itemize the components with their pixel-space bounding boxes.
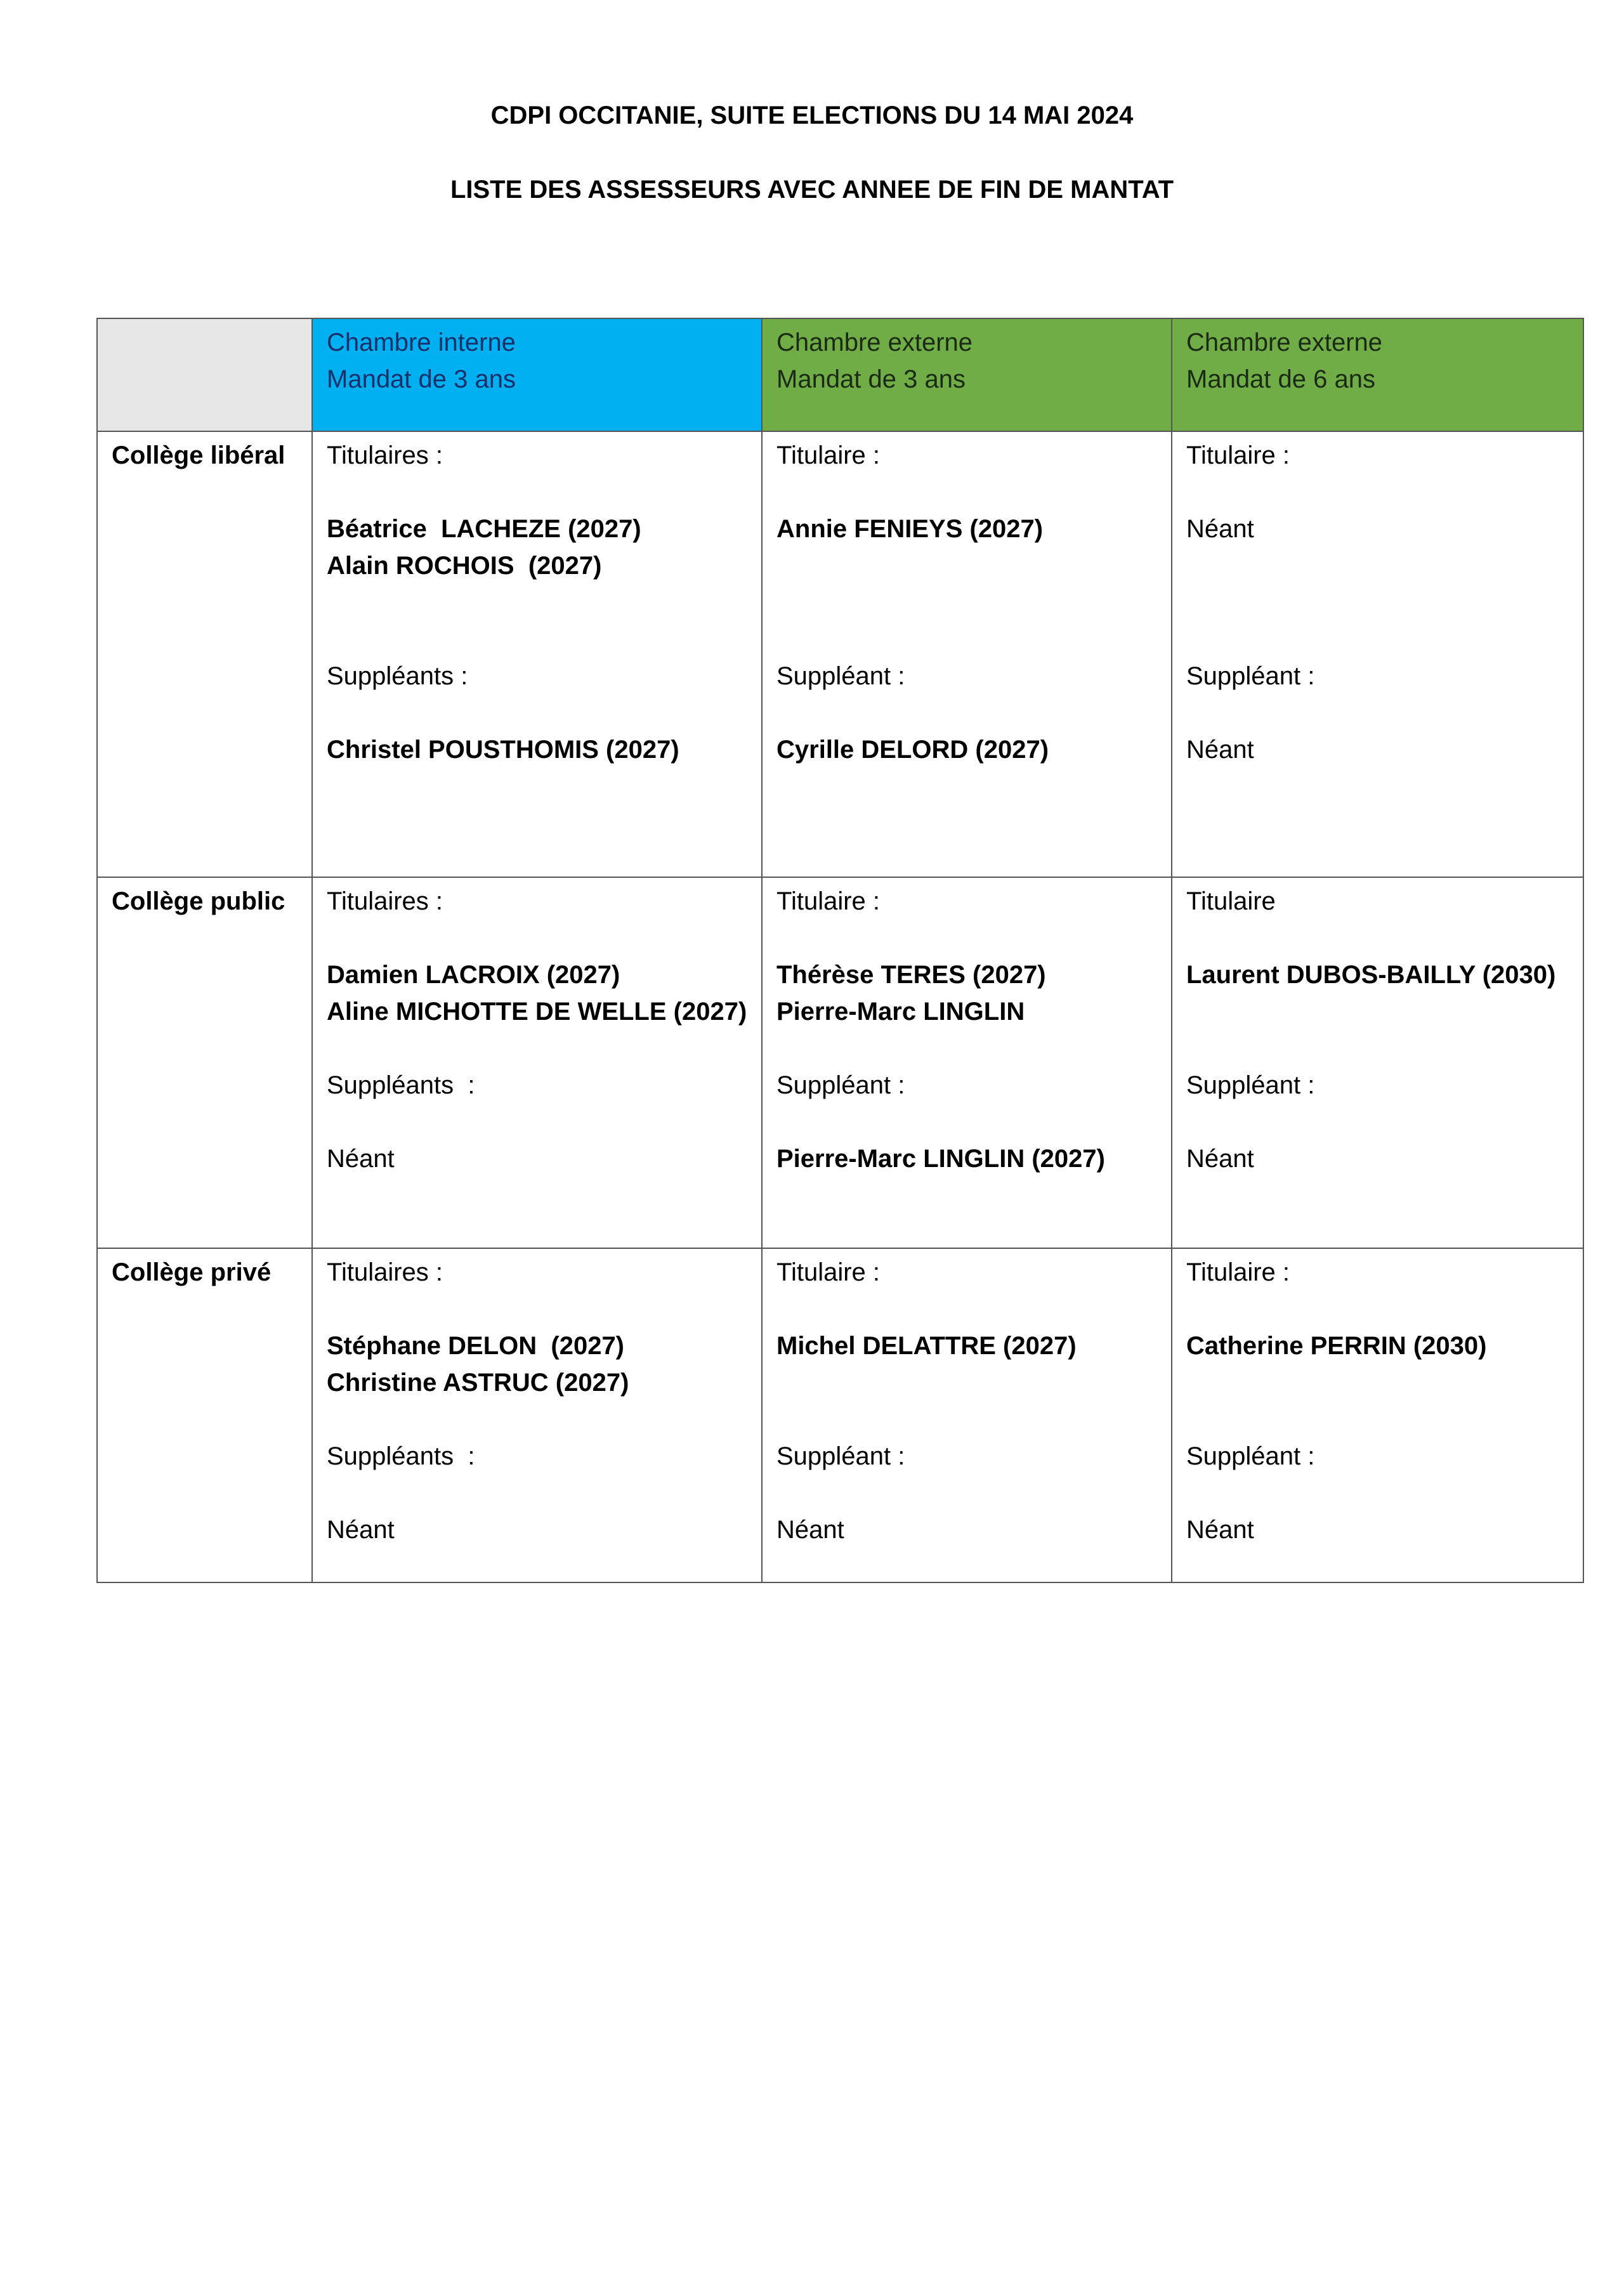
suppleants-label: Suppléants : [327, 1071, 475, 1099]
cell-public-interne [312, 877, 762, 1248]
college-label-cell [97, 1248, 312, 1582]
suppleant-name: Néant [327, 1516, 395, 1544]
header-chambre-label: Chambre interne [327, 329, 516, 356]
suppleants-label: Suppléants : [327, 662, 468, 690]
header-mandat-label: Mandat de 3 ans [776, 365, 966, 393]
suppleants-label: Suppléant : [1186, 662, 1315, 690]
titulaire-name: Béatrice LACHEZE (2027) [327, 515, 641, 543]
suppleants-label: Suppléant : [776, 1442, 905, 1470]
cell-liberal-interne [312, 431, 762, 877]
titulaires-label: Titulaire : [776, 441, 881, 469]
suppleants-label: Suppléant : [1186, 1071, 1315, 1099]
row-college-public [97, 877, 1583, 1248]
titulaire-name: Thérèse TERES (2027) [776, 961, 1046, 989]
titulaires-label: Titulaires : [327, 1258, 443, 1286]
suppleant-name: Pierre-Marc LINGLIN (2027) [776, 1145, 1105, 1173]
suppleant-name: Néant [776, 1516, 844, 1544]
row-college-liberal [97, 431, 1583, 877]
header-chambre-externe-3ans [762, 318, 1172, 431]
header-chambre-label: Chambre externe [1186, 329, 1383, 356]
cell-prive-externe-3ans [762, 1248, 1172, 1582]
titulaire-name: Laurent DUBOS-BAILLY (2030) [1186, 961, 1556, 989]
college-label: Collège public [112, 887, 285, 915]
cell-prive-externe-6ans [1172, 1248, 1583, 1582]
college-label-cell [97, 431, 312, 877]
assessors-table [96, 318, 1584, 1583]
suppleants-label: Suppléant : [776, 662, 905, 690]
suppleants-label: Suppléant : [776, 1071, 905, 1099]
page-subtitle: LISTE DES ASSESSEURS AVEC ANNEE DE FIN DE MANTAT [450, 176, 1174, 204]
cell-public-externe-3ans [762, 877, 1172, 1248]
college-label: Collège privé [112, 1258, 272, 1286]
cell-liberal-externe-3ans [762, 431, 1172, 877]
table-header-row [97, 318, 1583, 431]
suppleant-name: Néant [1186, 736, 1254, 764]
titulaire-name: Christine ASTRUC (2027) [327, 1369, 629, 1397]
titulaires-label: Titulaires : [327, 887, 443, 915]
header-chambre-interne-3ans [312, 318, 762, 431]
suppleants-label: Suppléants : [327, 1442, 475, 1470]
suppleant-name: Néant [327, 1145, 395, 1173]
header-mandat-label: Mandat de 3 ans [327, 365, 516, 393]
suppleants-label: Suppléant : [1186, 1442, 1315, 1470]
suppleant-name: Cyrille DELORD (2027) [776, 736, 1049, 764]
titulaire-name: Stéphane DELON (2027) [327, 1332, 625, 1360]
header-chambre-externe-6ans [1172, 318, 1583, 431]
row-college-prive [97, 1248, 1583, 1582]
college-label: Collège libéral [112, 441, 285, 469]
college-label-cell [97, 877, 312, 1248]
titulaires-label: Titulaire [1186, 887, 1276, 915]
suppleant-name: Christel POUSTHOMIS (2027) [327, 736, 679, 764]
titulaires-label: Titulaire : [776, 887, 881, 915]
titulaires-label: Titulaire : [776, 1258, 881, 1286]
titulaire-name: Pierre-Marc LINGLIN [776, 998, 1025, 1026]
titulaires-label: Titulaires : [327, 441, 443, 469]
header-mandat-label: Mandat de 6 ans [1186, 365, 1375, 393]
titulaire-name: Aline MICHOTTE DE WELLE (2027) [327, 998, 747, 1026]
cell-public-externe-6ans [1172, 877, 1583, 1248]
titulaire-name: Annie FENIEYS (2027) [776, 515, 1044, 543]
titulaire-name: Damien LACROIX (2027) [327, 961, 620, 989]
header-corner-cell [97, 318, 312, 431]
header-chambre-label: Chambre externe [776, 329, 973, 356]
cell-liberal-externe-6ans [1172, 431, 1583, 877]
titulaires-label: Titulaire : [1186, 1258, 1290, 1286]
titulaire-name: Michel DELATTRE (2027) [776, 1332, 1077, 1360]
cell-prive-interne [312, 1248, 762, 1582]
suppleant-name: Néant [1186, 1145, 1254, 1173]
titulaire-name: Alain ROCHOIS (2027) [327, 552, 602, 580]
titulaire-name: Catherine PERRIN (2030) [1186, 1332, 1487, 1360]
titulaires-label: Titulaire : [1186, 441, 1290, 469]
suppleant-name: Néant [1186, 1516, 1254, 1544]
titulaire-name: Néant [1186, 515, 1254, 543]
page-title: CDPI OCCITANIE, SUITE ELECTIONS DU 14 MAI 2024 [490, 101, 1134, 129]
